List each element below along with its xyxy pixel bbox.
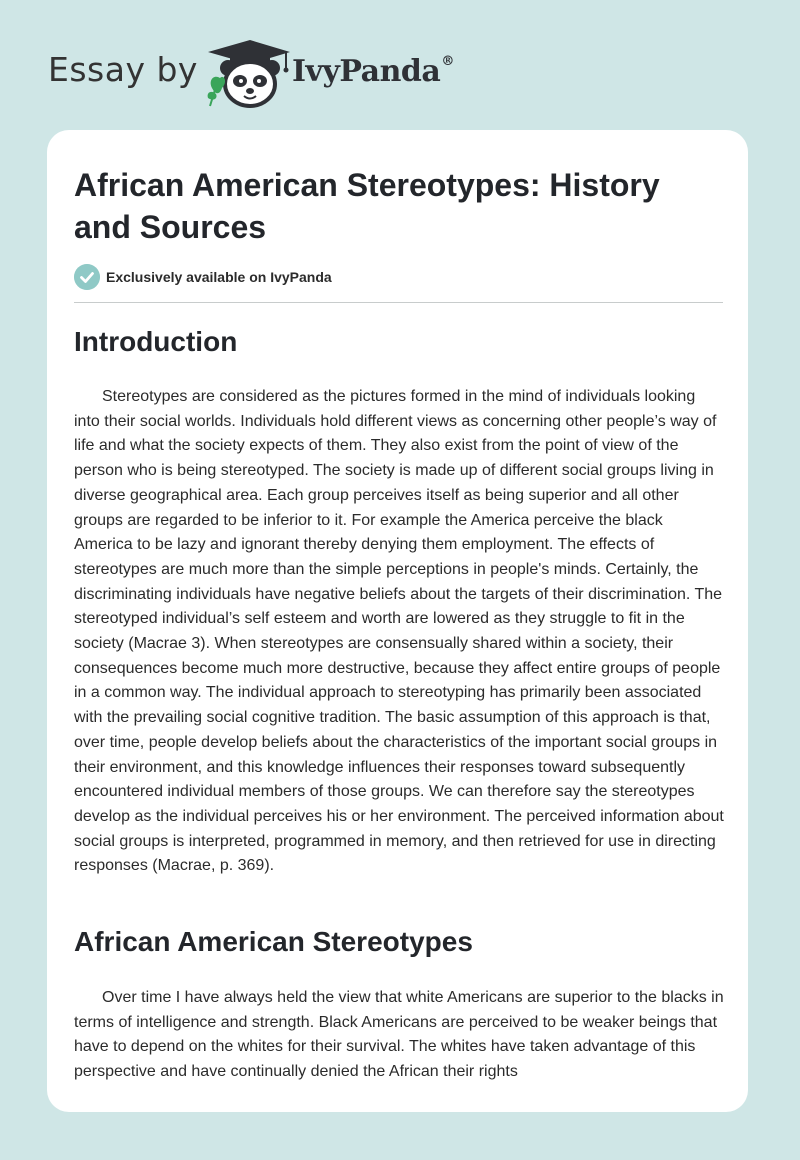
exclusive-badge — [74, 264, 332, 290]
section-paragraph-african-american-stereotypes: Over time I have always held the view that white Americans are superior to the blacks in terms of intelligence and strength. Black Americans are perceived to be weaker beings that have to depend on the whites for their survival. The whites have taken advantage of this perspective and have continually denied the African their rights — [74, 989, 724, 1081]
panda-graduate-icon[interactable] — [198, 34, 294, 110]
brand-name[interactable]: IvyPanda® — [292, 54, 454, 89]
check-icon — [74, 264, 100, 290]
article-card — [47, 130, 748, 1112]
section-heading-introduction: Introduction — [74, 326, 238, 357]
article-title: African American Stereotypes: History and Sources — [74, 167, 660, 245]
section-heading-african-american-stereotypes: African American Stereotypes — [74, 926, 473, 957]
brand-prefix: Essay by — [48, 50, 198, 89]
site-header — [0, 0, 800, 130]
divider — [74, 302, 723, 303]
section-paragraph-introduction: Stereotypes are considered as the pictures formed in the mind of individuals looking into their social worlds. Individuals hold different views as concerning other people’s way of life and what the society expects of them. They also exist from the point of view of the person who is being stereotyped. The society is made up of different social groups living in diverse geographical area. Each group perceives itself as being superior and all other groups are regarded to be inferior to it. For example the America perceive the black America to be lazy and ignorant thereby denying them employment. The effects of stereotypes are much more than the simple perceptions in people's minds. Certainly, the discriminating individuals have negative beliefs about the targets of their discrimination. The stereotyped individual’s self esteem and worth are lowered as they struggle to fit in the society (Macrae 3). When stereotypes are consensually shared within a society, their consequences become much more destructive, because they affect entire groups of people in a common way. The individual approach to stereotyping has primarily been associated with the prevailing social cognitive tradition. The basic assumption of this approach is that, over time, people develop beliefs about the characteristics of the important social groups in their environment, and this knowledge influences their responses toward subsequently encountered individual members of those groups. We can therefore say the stereotypes develop as the individual perceives his or her environment. The perceived information about social groups is interpreted, programmed in memory, and then retrieved for use in directing responses (Macrae, p. 369). — [74, 388, 724, 875]
badge-label: Exclusively available on IvyPanda — [106, 269, 332, 285]
